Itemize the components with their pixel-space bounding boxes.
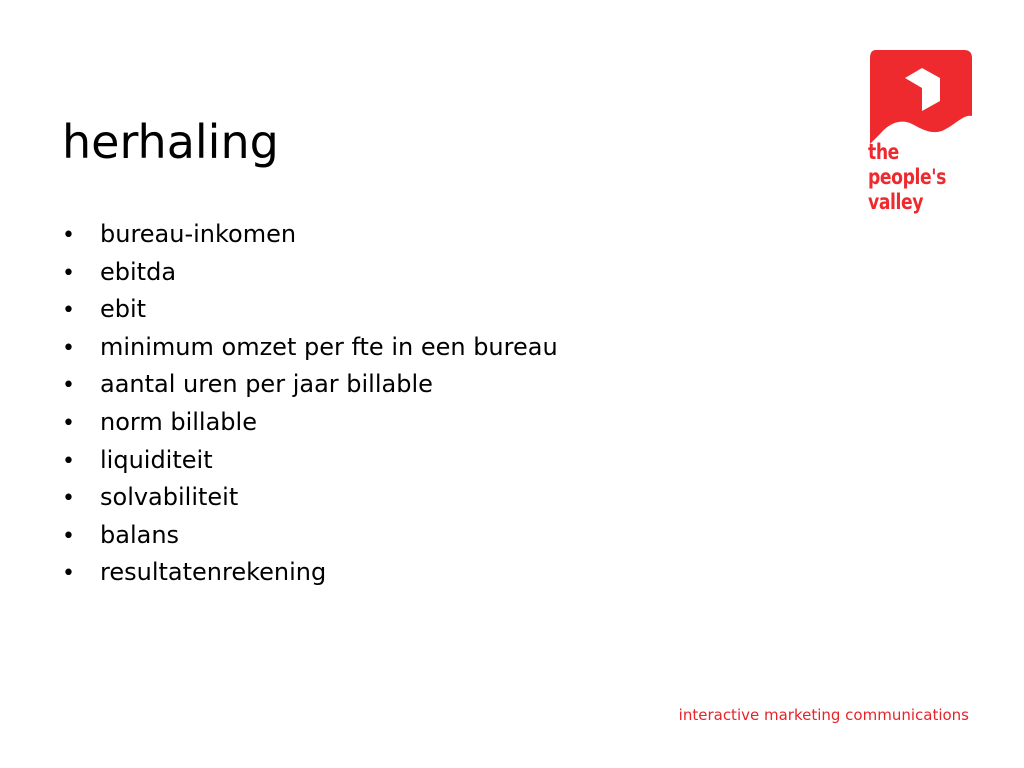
bullet-icon: •: [62, 486, 75, 512]
bullet-icon: •: [62, 260, 75, 286]
list-item-text: balans: [100, 520, 180, 549]
list-item-text: liquiditeit: [100, 445, 213, 474]
list-item: [62, 329, 558, 367]
list-item-text: solvabiliteit: [100, 483, 239, 512]
logo-line-1: the: [868, 140, 899, 164]
logo-wordmark: [868, 140, 946, 215]
list-item: [62, 404, 558, 442]
list-item: [62, 254, 558, 292]
bullet-icon: •: [62, 523, 75, 549]
bullet-icon: •: [62, 561, 75, 587]
list-item: [62, 479, 558, 517]
list-item: [62, 517, 558, 555]
list-item-text: ebitda: [100, 257, 177, 286]
list-item: [62, 366, 558, 404]
logo-banner: [870, 50, 972, 144]
logo-line-2: people's: [868, 165, 946, 189]
list-item: [62, 442, 558, 480]
bullet-list: [62, 216, 558, 592]
list-item: [62, 291, 558, 329]
list-item-text: norm billable: [100, 407, 257, 436]
bullet-icon: •: [62, 373, 75, 399]
bullet-icon: •: [62, 448, 75, 474]
slide-title: herhaling: [62, 115, 279, 169]
bullet-icon: •: [62, 298, 75, 324]
footer-tagline: interactive marketing communications: [678, 706, 969, 724]
list-item: [62, 216, 558, 254]
list-item-text: ebit: [100, 295, 147, 324]
list-item-text: bureau-inkomen: [100, 220, 297, 248]
list-item-text: aantal uren per jaar billable: [100, 370, 433, 399]
bullet-icon: •: [62, 223, 75, 248]
list-item-text: minimum omzet per fte in een bureau: [100, 332, 558, 361]
logo-line-3: valley: [868, 190, 924, 214]
list-item-text: resultatenrekening: [100, 558, 327, 587]
list-item: [62, 554, 558, 592]
bullet-icon: •: [62, 410, 75, 436]
bullet-icon: •: [62, 335, 75, 361]
